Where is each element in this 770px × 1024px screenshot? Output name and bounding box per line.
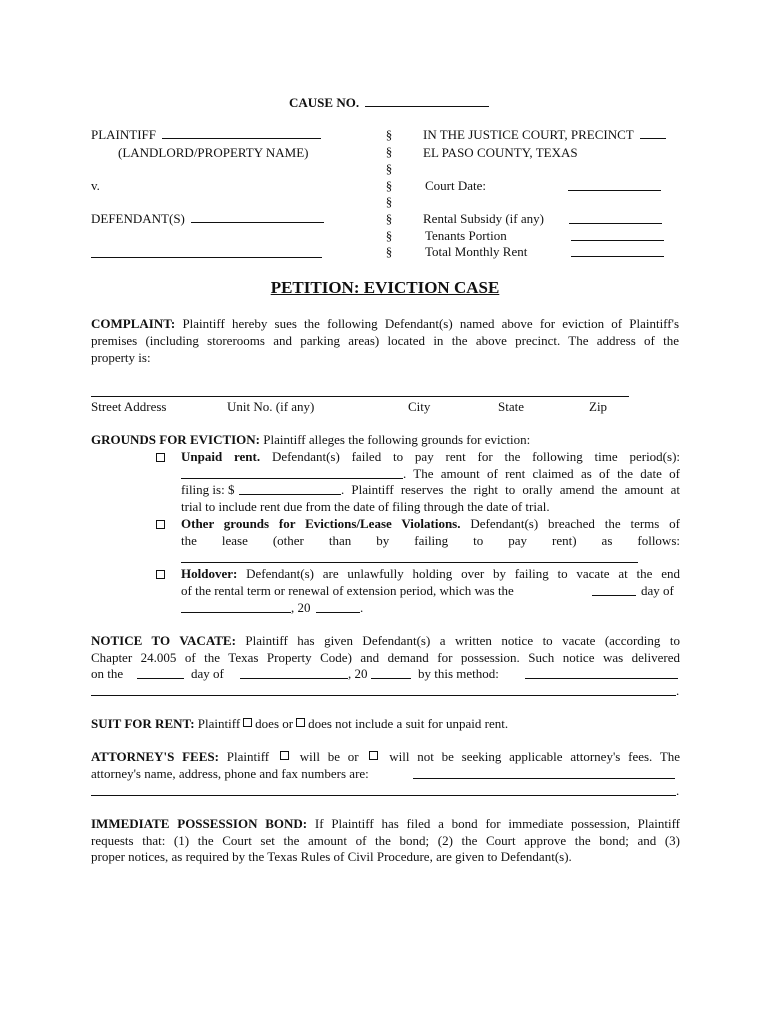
attorney-fees-line-1 <box>91 749 680 766</box>
other-grounds-text: Defendant(s) breached the terms of <box>470 516 681 531</box>
state-label: State <box>498 399 524 414</box>
precinct-field[interactable] <box>640 127 666 139</box>
notice-method-field[interactable] <box>525 678 678 679</box>
suit-for-rent-text: Plaintiff <box>197 716 241 731</box>
section-symbol: § <box>385 211 393 226</box>
tenants-portion-label: Tenants Portion <box>425 228 507 243</box>
section-symbol: § <box>385 144 393 159</box>
suit-for-rent-label: SUIT FOR RENT: <box>91 716 195 731</box>
total-rent-label: Total Monthly Rent <box>425 244 528 259</box>
attorney-fees-label: ATTORNEY'S FEES: <box>91 749 219 764</box>
unpaid-rent-checkbox[interactable] <box>156 453 165 462</box>
unpaid-rent-text: Defendant(s) failed to pay rent for the following time period(s): <box>271 449 681 464</box>
notice-day-field[interactable] <box>137 678 184 679</box>
other-grounds-label: Other grounds for Evictions/Lease Violations. <box>181 516 461 531</box>
filing-amount-label: filing is: $ <box>181 482 235 497</box>
unit-number-label: Unit No. (if any) <box>227 399 315 414</box>
holdover-day-label: day of <box>641 583 674 598</box>
fees-will-checkbox[interactable] <box>280 751 289 760</box>
holdover-line-1 <box>181 566 680 583</box>
county-label: EL PASO COUNTY, TEXAS <box>423 145 578 160</box>
unpaid-rent-line-1 <box>181 449 680 466</box>
plaintiff-label: PLAINTIFF <box>91 127 157 142</box>
attorney-info-field[interactable] <box>413 778 675 779</box>
complaint-text: Plaintiff hereby sues the following Defendant(s) named above for eviction of Plaintiff's <box>182 316 680 331</box>
notice-year-field[interactable] <box>371 678 411 679</box>
court-date-label: Court Date: <box>425 178 487 193</box>
versus-label: v. <box>91 178 100 193</box>
suit-does-checkbox[interactable] <box>243 718 252 727</box>
other-grounds-field[interactable] <box>181 562 638 563</box>
cause-number <box>289 95 489 111</box>
grounds-heading <box>91 432 530 449</box>
holdover-period: . <box>360 600 364 615</box>
cause-number-label: CAUSE NO. <box>289 95 360 110</box>
section-symbol: § <box>385 244 393 259</box>
holdover-year-field[interactable] <box>316 612 360 613</box>
section-symbol: § <box>385 228 393 243</box>
notice-line-2: Chapter 24.005 of the Texas Property Code) and demand for possession. Such notice was delivered <box>91 650 680 665</box>
plaintiff-field[interactable] <box>162 127 321 139</box>
notice-day-label: day of <box>191 666 224 681</box>
unpaid-rent-line-3: . Plaintiff reserves the right to orally amend the amount at <box>341 482 680 497</box>
complaint-label: COMPLAINT: <box>91 316 176 331</box>
attorney-info-label: attorney's name, address, phone and fax numbers are: <box>91 766 369 781</box>
zip-label: Zip <box>589 399 608 414</box>
notice-year-label: , 20 <box>348 666 368 681</box>
section-symbol: § <box>385 127 393 142</box>
holdover-checkbox[interactable] <box>156 570 165 579</box>
notice-end-period: . <box>676 683 680 698</box>
section-symbol: § <box>385 178 393 193</box>
notice-label: NOTICE TO VACATE: <box>91 633 236 648</box>
unpaid-rent-label: Unpaid rent. <box>181 449 261 464</box>
bond-line-1 <box>91 816 680 833</box>
rental-subsidy-field[interactable] <box>569 223 662 224</box>
plaintiff-row <box>91 127 321 143</box>
suit-does-not-checkbox[interactable] <box>296 718 305 727</box>
attorney-end-period: . <box>676 783 680 798</box>
unpaid-rent-line-4: trial to include rent due from the date of filing through the date of trial. <box>181 499 550 514</box>
suit-does-label: does or <box>255 716 294 731</box>
cause-number-field[interactable] <box>365 95 489 107</box>
suit-does-not-label: does not include a suit for unpaid rent. <box>308 716 509 731</box>
bond-label: IMMEDIATE POSSESSION BOND: <box>91 816 308 831</box>
defendant-field-2[interactable] <box>91 257 322 258</box>
defendant-row <box>91 211 324 227</box>
grounds-label: GROUNDS FOR EVICTION: <box>91 432 261 447</box>
notice-method-field-2[interactable] <box>91 695 676 696</box>
court-precinct-label: IN THE JUSTICE COURT, PRECINCT <box>423 127 634 142</box>
fees-will-not-checkbox[interactable] <box>369 751 378 760</box>
notice-on-the-label: on the <box>91 666 124 681</box>
court-date-field[interactable] <box>568 190 661 191</box>
holdover-year-label: , 20 <box>291 600 311 615</box>
holdover-line-2: of the rental term or renewal of extension period, which was the <box>181 583 514 598</box>
total-rent-field[interactable] <box>571 256 664 257</box>
holdover-text: Defendant(s) are unlawfully holding over by failing to vacate at the end <box>246 566 680 581</box>
court-precinct-row <box>423 127 666 143</box>
other-grounds-line-2: the lease (other than by failing to pay rent) as follows: <box>181 533 680 548</box>
fees-will-not-label: will not be seeking applicable attorney's fees. The <box>389 749 681 764</box>
notice-line-1 <box>91 633 680 650</box>
attorney-info-field-2[interactable] <box>91 795 676 796</box>
landlord-name-label: (LANDLORD/PROPERTY NAME) <box>118 145 309 160</box>
rental-subsidy-label: Rental Subsidy (if any) <box>423 211 544 226</box>
section-symbol: § <box>385 194 393 209</box>
unpaid-rent-line-2: . The amount of rent claimed as of the date of <box>403 466 680 481</box>
complaint-line-3: property is: <box>91 350 151 365</box>
suit-for-rent-line <box>91 716 508 733</box>
defendant-label: DEFENDANT(S) <box>91 211 185 226</box>
page-title: PETITION: EVICTION CASE <box>270 278 500 297</box>
section-symbol: § <box>385 161 393 176</box>
time-period-field[interactable] <box>181 478 403 479</box>
bond-text: If Plaintiff has filed a bond for immediate possession, Plaintiff <box>314 816 681 831</box>
defendant-field[interactable] <box>191 211 324 223</box>
fees-will-label: will be or <box>299 749 359 764</box>
rent-amount-field[interactable] <box>239 494 341 495</box>
holdover-day-field[interactable] <box>592 595 636 596</box>
other-grounds-line-1 <box>181 516 680 533</box>
complaint-line-2: premises (including storerooms and parking areas) located in the above precinct. The address of the <box>91 333 679 348</box>
holdover-label: Holdover: <box>181 566 238 581</box>
holdover-month-field[interactable] <box>181 612 291 613</box>
other-grounds-checkbox[interactable] <box>156 520 165 529</box>
attorney-fees-text: Plaintiff <box>226 749 270 764</box>
grounds-intro: Plaintiff alleges the following grounds for eviction: <box>263 432 531 447</box>
notice-text: Plaintiff has given Defendant(s) a written notice to vacate (according to <box>245 633 681 648</box>
notice-month-field[interactable] <box>240 678 348 679</box>
notice-method-label: by this method: <box>418 666 499 681</box>
city-label: City <box>408 399 431 414</box>
bond-line-3: proper notices, as required by the Texas Rules of Civil Procedure, are given to Defendant(s). <box>91 849 572 864</box>
complaint-line-1 <box>91 316 679 333</box>
street-address-label: Street Address <box>91 399 167 414</box>
tenants-portion-field[interactable] <box>571 240 664 241</box>
bond-line-2: requests that: (1) the Court set the amount of the bond; (2) the Court approve the bond; and (3) <box>91 833 680 848</box>
address-field[interactable] <box>91 396 629 397</box>
